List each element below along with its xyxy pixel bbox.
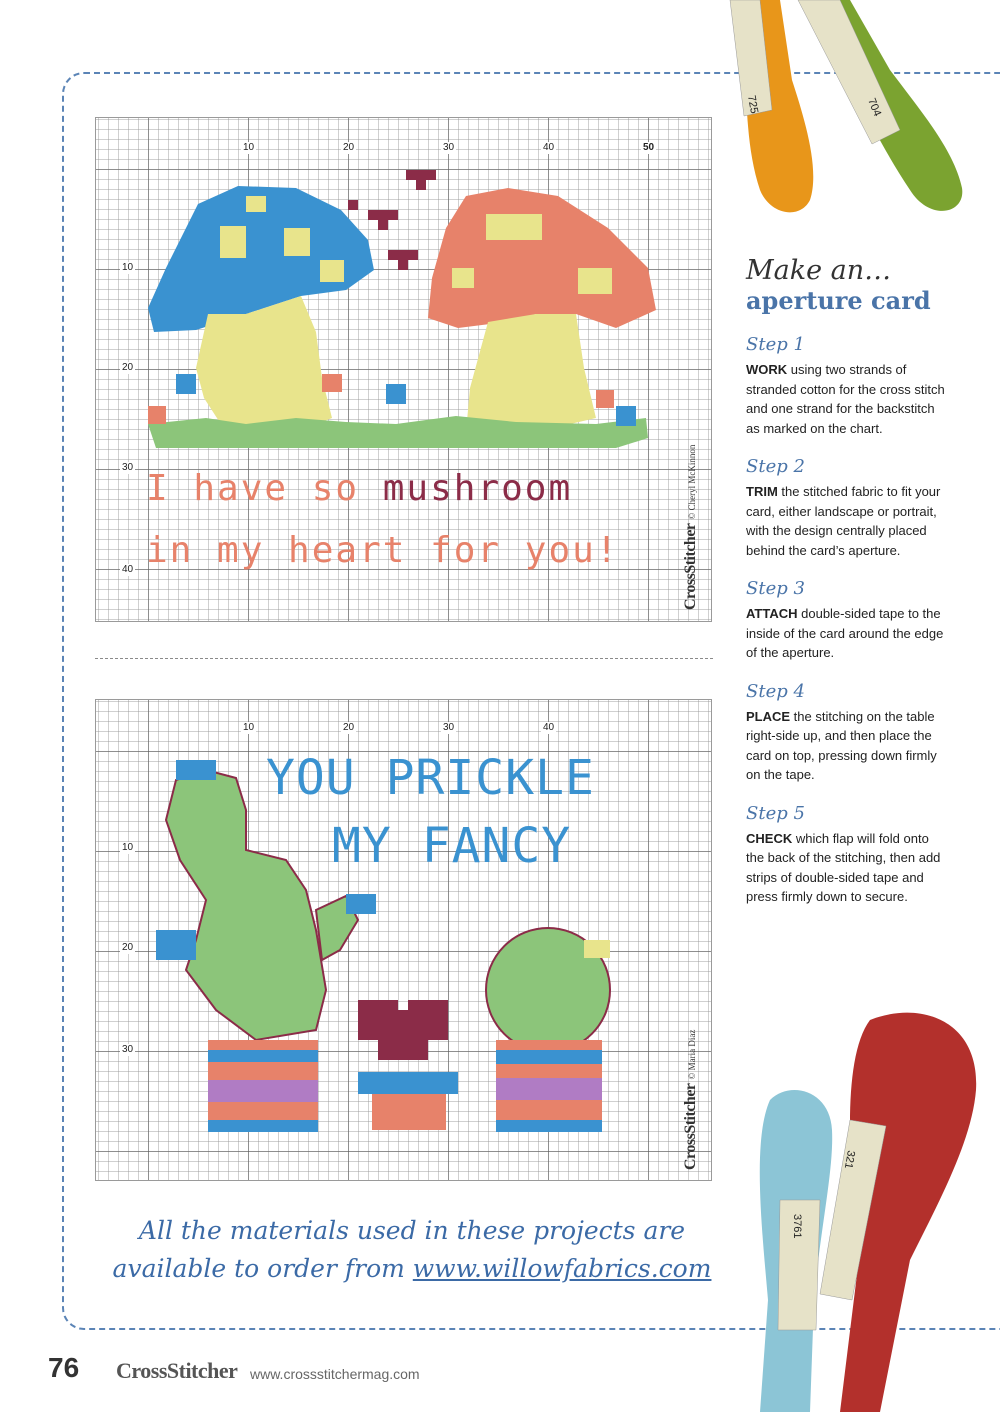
chart-caption-line2: MY FANCY [332, 818, 572, 874]
cap-spot [452, 268, 474, 288]
cap-spot [246, 196, 266, 212]
step-4 [746, 681, 946, 785]
tick-y: 20 [122, 362, 134, 373]
tick-y: 10 [122, 262, 134, 273]
thread-skeins-bottom [740, 1000, 1000, 1412]
step-keyword: PLACE [746, 708, 791, 724]
page-number: 76 [48, 1352, 80, 1383]
materials-line2-prefix: available to order from [112, 1254, 413, 1283]
step-5 [746, 803, 946, 907]
tick-x: 10 [243, 142, 255, 153]
step-body: using two strands of stranded cotton for the cross stitch and one strand for the backstitch as marked on the chart. [746, 362, 945, 436]
cap-spot [486, 214, 542, 240]
flower [386, 384, 406, 404]
tick-x: 10 [243, 722, 255, 733]
footer-brand-logo: CrossStitcher [116, 1358, 238, 1383]
step-keyword: WORK [746, 362, 788, 377]
pot-stripe [496, 1078, 602, 1100]
credit-brand: CrossStitcher [682, 1083, 699, 1170]
step-body: the stitching on the table right-side up, and then place the card on top, pressing down firmly on the tape. [746, 708, 937, 782]
flower [616, 406, 636, 426]
flower [596, 390, 614, 408]
cactus-flower [176, 760, 216, 780]
tick-x: 30 [443, 722, 455, 733]
tick-x: 50 [643, 142, 655, 153]
tick-x: 40 [543, 142, 555, 153]
heart-plant [358, 1000, 448, 1060]
heart [388, 250, 418, 270]
pot-stripe [496, 1120, 602, 1132]
blue-mushroom-stem [196, 296, 332, 432]
caption-part-a: I have so [146, 468, 383, 509]
step-keyword: ATTACH [746, 606, 798, 621]
footer-url[interactable]: www.crossstitchermag.com [250, 1366, 420, 1382]
tick-x: 40 [543, 722, 555, 733]
flower [176, 374, 196, 394]
tick-y: 20 [122, 942, 134, 953]
heart [368, 210, 398, 230]
sidebar-intro: Make an… [746, 255, 892, 286]
flower [148, 406, 166, 424]
caption-part-b: mushroom [382, 468, 573, 509]
salmon-mushroom-cap [428, 188, 656, 328]
cactus-flower [584, 940, 610, 958]
step-heading: Step 1 [746, 334, 805, 355]
step-text [746, 604, 946, 663]
thread-skeins-top [700, 0, 1000, 230]
step-3 [746, 578, 946, 663]
step-keyword: CHECK [746, 830, 793, 846]
tick-x: 20 [343, 142, 355, 153]
heart-pot [372, 1094, 446, 1130]
flower [322, 374, 342, 392]
step-keyword: TRIM [746, 484, 778, 499]
tick-y: 30 [122, 462, 134, 473]
cactus-flower [346, 894, 376, 914]
step-2 [746, 456, 946, 560]
step-heading: Step 4 [746, 680, 805, 702]
chart-credit [682, 1030, 700, 1170]
instructions-sidebar [746, 256, 946, 907]
thread-label: 725 [745, 94, 761, 115]
willowfabrics-link[interactable]: www.willowfabrics.com [412, 1254, 712, 1283]
step-body: double-sided tape to the inside of the card around the edge of the aperture. [746, 606, 944, 660]
tick-y: 10 [122, 842, 134, 853]
tick-y: 40 [122, 564, 134, 575]
cactus-flower [156, 930, 196, 960]
cap-spot [578, 268, 612, 294]
step-heading: Step 2 [746, 456, 805, 477]
chart-caption-line2: in my heart for you! [146, 530, 620, 571]
step-body: the stitched fabric to fit your card, either landscape or portrait, with the design centrally placed behind the card’s aperture. [746, 484, 941, 558]
heart-pot-rim [358, 1072, 458, 1094]
tick-x: 30 [443, 142, 455, 153]
cap-spot [284, 228, 310, 256]
step-heading: Step 5 [746, 802, 805, 824]
materials-line1: All the materials used in these projects are [138, 1216, 686, 1245]
chart-credit [682, 445, 700, 610]
tick-y: 30 [122, 1044, 134, 1055]
chart-mushroom [95, 117, 712, 622]
step-1 [746, 334, 946, 438]
pot-stripe [208, 1120, 318, 1132]
credit-designer: © Cheryl McKinnon [687, 444, 697, 520]
thread-label: 321 [841, 1149, 857, 1170]
step-text [746, 360, 946, 438]
step-text [746, 829, 946, 907]
step-body: which flap will fold onto the back of the stitching, then add strips of double-sided tape and press firmly down to secure. [746, 830, 941, 904]
chart-caption-line1 [146, 468, 572, 509]
chart-divider [95, 658, 713, 659]
cap-spot [220, 226, 246, 258]
page-footer [48, 1352, 648, 1392]
credit-designer: © Maria Diaz [687, 1029, 697, 1080]
materials-line2 [112, 1250, 712, 1288]
step-text [746, 707, 946, 785]
pot-stripe [208, 1050, 318, 1062]
heart [348, 200, 358, 210]
pot-stripe [496, 1050, 602, 1064]
step-text [746, 482, 946, 560]
chart-cactus [95, 699, 712, 1181]
tall-cactus [166, 770, 326, 1040]
tick-x: 20 [343, 722, 355, 733]
thread-label: 3761 [791, 1214, 803, 1239]
salmon-mushroom-stem [466, 314, 596, 432]
step-heading: Step 3 [746, 578, 805, 599]
materials-note [112, 1212, 712, 1288]
chart-caption-line1: YOU PRICKLE [266, 750, 595, 806]
sidebar-title: aperture card [746, 286, 931, 315]
heart [406, 170, 436, 190]
pot-stripe [208, 1080, 318, 1102]
cap-spot [320, 260, 344, 282]
thread-label: 704 [865, 96, 884, 119]
credit-brand: CrossStitcher [682, 523, 699, 610]
